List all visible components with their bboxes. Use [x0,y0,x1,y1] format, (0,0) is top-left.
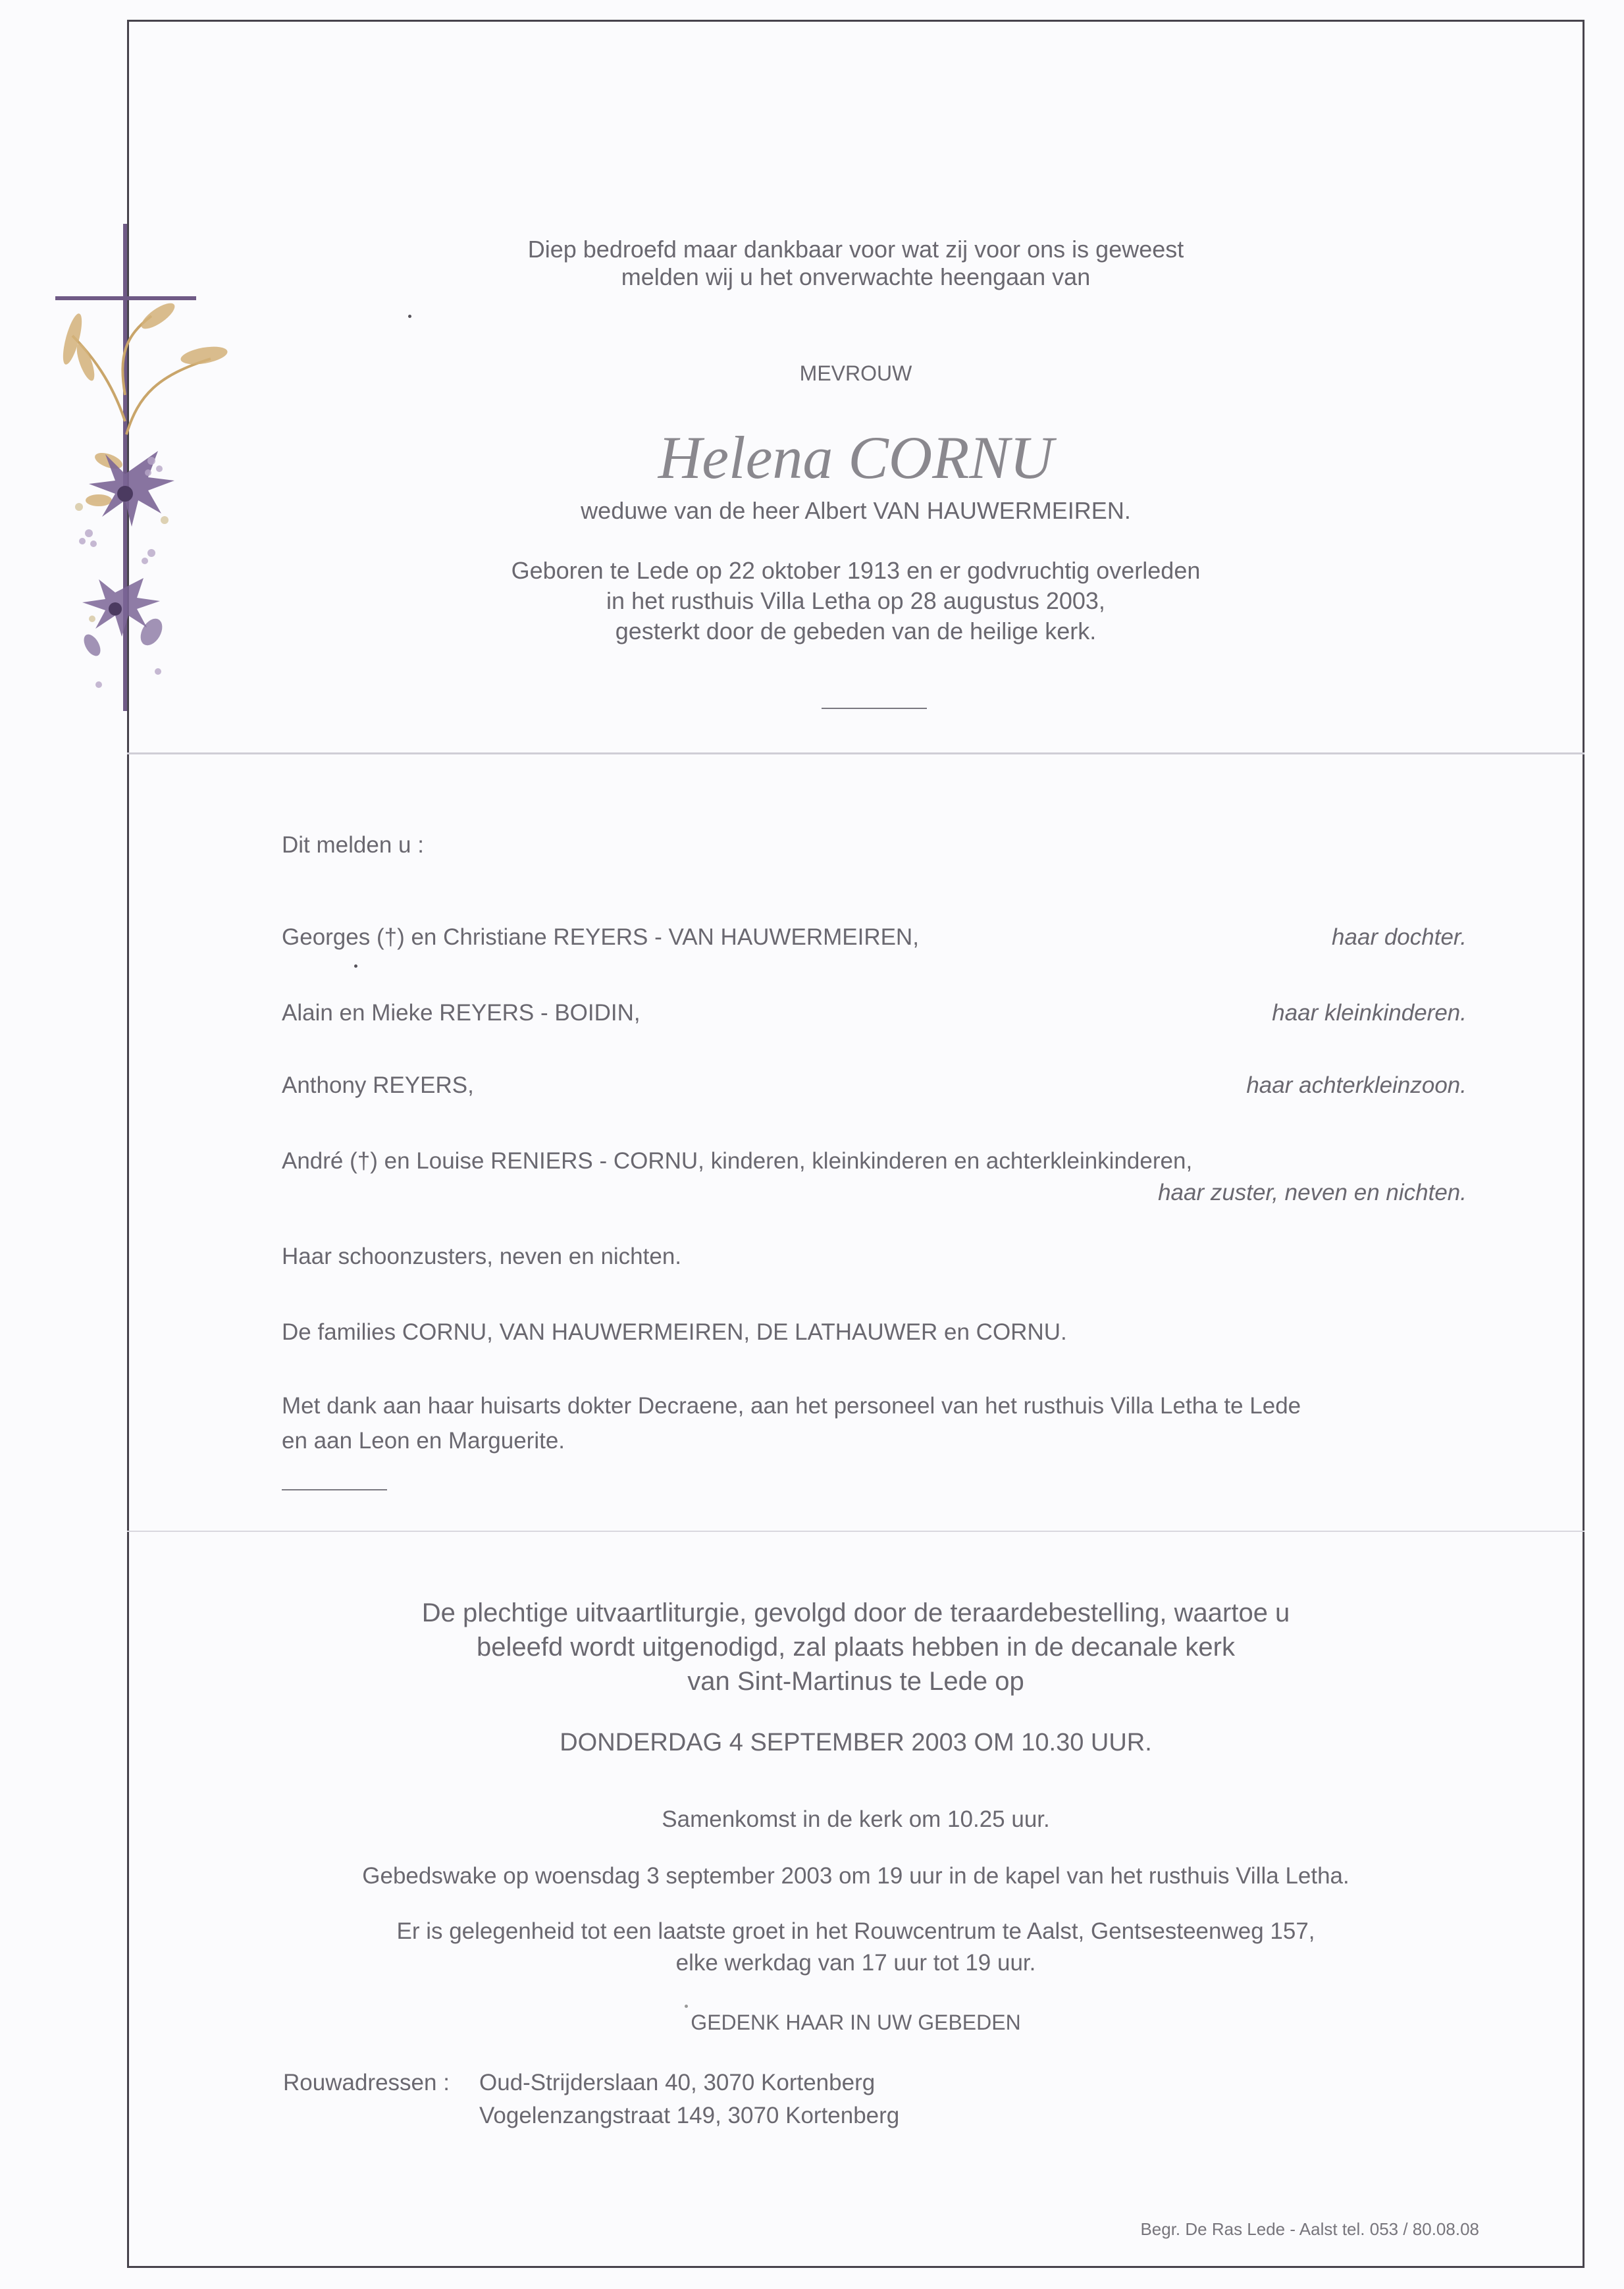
addresses-label: Rouwadressen : [283,2070,450,2095]
relative-name: Anthony REYERS, [282,1072,474,1098]
undertaker-credit: Begr. De Ras Lede - Aalst tel. 053 / 80.08.08 [1140,2219,1479,2239]
cross-horizontal [55,296,196,300]
paper-speck [354,964,357,968]
birth-line-2: in het rusthuis Villa Letha op 28 augustus 2003, [606,587,1105,614]
relative-name: Alain en Mieke REYERS - BOIDIN, [282,1000,641,1026]
relative-name: Georges (†) en Christiane REYERS - VAN HAUWERMEIREN, [282,924,919,950]
paper-speck [408,315,411,318]
honorific: MEVROUW [799,361,912,385]
relation: haar kleinkinderen. [1272,1000,1467,1026]
remember-line: GEDENK HAAR IN UW GEBEDEN [691,2011,1021,2034]
divider-lower [282,1489,387,1490]
funeral-date: DONDERDAG 4 SEPTEMBER 2003 OM 10.30 UUR. [560,1729,1152,1756]
birth-line-3: gesterkt door de gebeden van de heilige kerk. [615,618,1097,645]
thanks-line-1: Met dank aan haar huisarts dokter Decraene, aan het personeel van het rusthuis Villa Letha te Lede [282,1393,1301,1419]
funeral-line-3: van Sint-Martinus te Lede op [687,1667,1024,1696]
relation: haar zuster, neven en nichten. [1158,1180,1467,1205]
last-greeting-line-1: Er is gelegenheid tot een laatste groet in het Rouwcentrum te Aalst, Gentsesteenweg 157, [396,1918,1315,1944]
relation: haar dochter. [1332,924,1467,950]
prayer-vigil: Gebedswake op woensdag 3 september 2003 om 19 uur in de kapel van het rusthuis Villa Letha. [362,1863,1349,1889]
fold-line-lower [127,1531,1585,1532]
list-item [282,1070,1467,1103]
list-item [282,1145,1467,1211]
funeral-line-1: De plechtige uitvaartliturgie, gevolgd door de teraardebestelling, waartoe u [421,1598,1290,1627]
address-2: Vogelenzangstraat 149, 3070 Kortenberg [479,2103,900,2128]
relative-name: André (†) en Louise RENIERS - CORNU, kinderen, kleinkinderen en achterkleinkinderen, [282,1148,1193,1174]
thanks-line-2: en aan Leon en Marguerite. [282,1428,565,1454]
last-greeting-line-2: elke werkdag van 17 uur tot 19 uur. [675,1950,1036,1976]
intro-line-2: melden wij u het onverwachte heengaan van [621,263,1091,290]
funeral-line-2: beleefd wordt uitgenodigd, zal plaats hebben in de decanale kerk [477,1633,1235,1662]
relation: haar achterkleinzoon. [1246,1072,1467,1098]
widow-line: weduwe van de heer Albert VAN HAUWERMEIREN. [581,497,1131,524]
divider-upper [822,708,927,709]
birth-line-1: Geboren te Lede op 22 oktober 1913 en er godvruchtig overleden [511,557,1201,584]
family-intro: Dit melden u : [282,832,424,858]
fold-line-upper [127,752,1585,754]
address-1: Oud-Strijderslaan 40, 3070 Kortenberg [479,2070,876,2095]
list-item [282,922,1467,955]
list-item [282,997,1467,1030]
paper-speck [685,2005,688,2008]
families-line: De families CORNU, VAN HAUWERMEIREN, DE LATHAUWER en CORNU. [282,1319,1067,1345]
intro-line-1: Diep bedroefd maar dankbaar voor wat zij voor ons is geweest [527,236,1184,263]
gathering-time: Samenkomst in de kerk om 10.25 uur. [662,1806,1050,1832]
deceased-name: Helena CORNU [658,424,1054,491]
sisters-in-law: Haar schoonzusters, neven en nichten. [282,1244,682,1269]
